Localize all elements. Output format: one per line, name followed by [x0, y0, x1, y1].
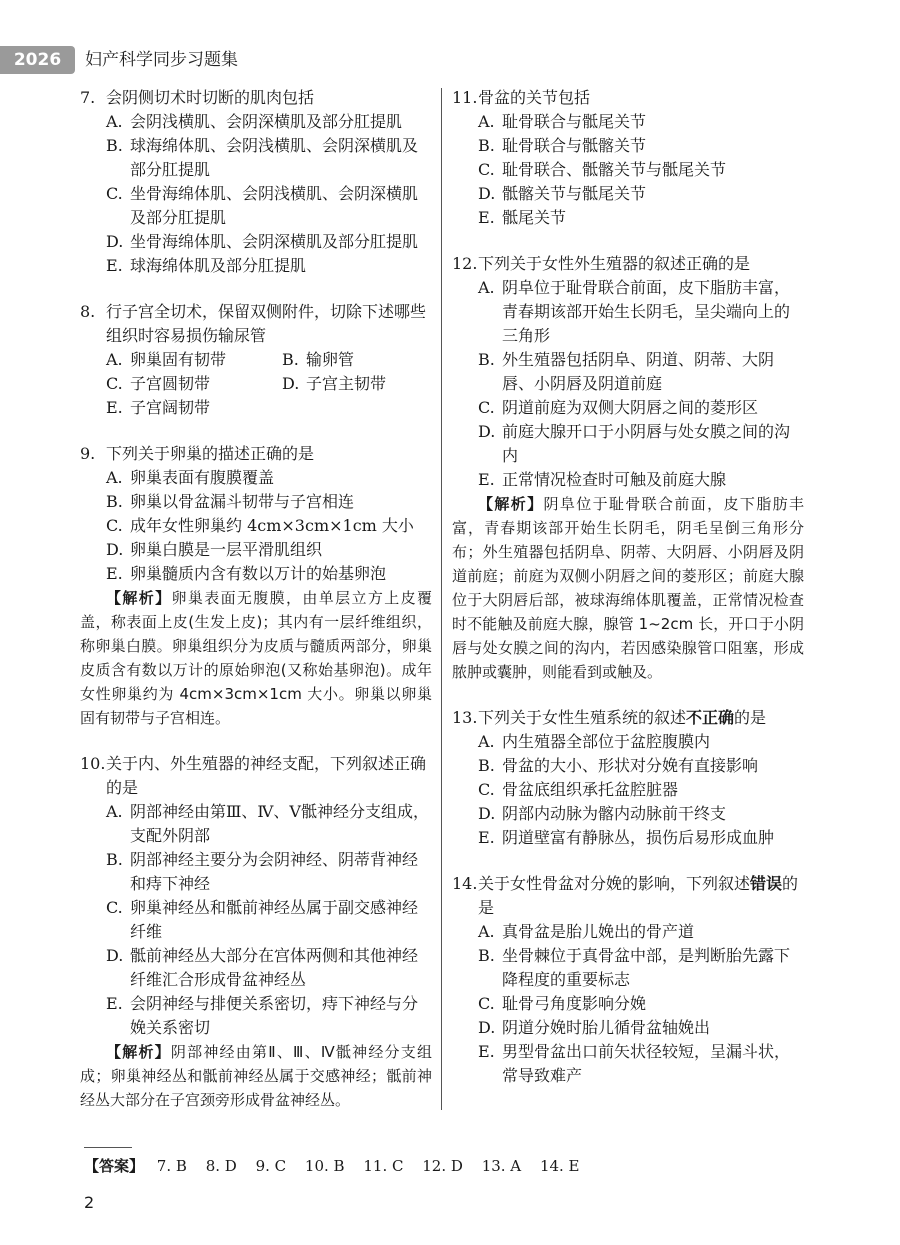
page-header [0, 46, 900, 74]
option-row [80, 348, 432, 372]
option-text: 卵巢髓质内含有数以万计的始基卵泡 [130, 564, 387, 583]
option-letter: D. [478, 184, 496, 203]
question-14 [452, 872, 804, 1088]
option-letter: B. [106, 850, 123, 869]
option-text: 骶尾关节 [502, 208, 567, 227]
option-text: 会阴浅横肌、会阴深横肌及部分肛提肌 [130, 112, 403, 131]
answer-item: 12. D [422, 1157, 463, 1175]
option [452, 802, 804, 826]
option-letter: D. [282, 374, 300, 393]
question-text: 关于女性骨盆对分娩的影响，下列叙述 [478, 874, 751, 893]
option [452, 468, 804, 492]
option-letter: D. [478, 422, 496, 441]
question-text-end: 的是 [478, 874, 799, 917]
answer-item: 14. E [539, 1157, 580, 1175]
right-column [452, 86, 804, 1110]
option-letter: C. [106, 898, 123, 917]
option-letter: A. [478, 112, 495, 131]
answer-item: 10. B [304, 1157, 345, 1175]
option-letter: C. [106, 374, 123, 393]
option-letter: A. [478, 732, 495, 751]
question-number: 12. [452, 254, 478, 273]
option [80, 562, 432, 586]
option-text: 子宫阔韧带 [130, 398, 211, 417]
question-emphasis: 不正确 [686, 708, 735, 727]
answer-item: 9. C [255, 1157, 287, 1175]
option-text: 卵巢以骨盆漏斗韧带与子宫相连 [130, 492, 355, 511]
option [452, 1040, 804, 1088]
question-text: 下列关于卵巢的描述正确的是 [106, 444, 315, 463]
option-text: 男型骨盆出口前矢状径较短，呈漏斗状，常导致难产 [502, 1042, 791, 1085]
page-number: 2 [84, 1193, 95, 1212]
option-text: 阴部神经主要分为会阴神经、阴蒂背神经和痔下神经 [130, 850, 419, 893]
option [80, 514, 432, 538]
question-emphasis: 错误 [750, 874, 783, 893]
option-text: 耻骨弓角度影响分娩 [502, 994, 647, 1013]
option-letter: A. [106, 350, 123, 369]
option [452, 1016, 804, 1040]
option-letter: E. [106, 564, 123, 583]
analysis-label: 【解析】 [478, 495, 544, 513]
question-stem [80, 86, 432, 110]
question-stem [80, 442, 432, 466]
year-badge: 2026 [0, 46, 75, 74]
answer-key [84, 1156, 594, 1176]
option-text: 子宫圆韧带 [130, 374, 211, 393]
question-8 [80, 300, 432, 420]
answer-rule [84, 1147, 132, 1148]
option-letter: D. [106, 540, 124, 559]
option-text: 坐骨棘位于真骨盆中部，是判断胎先露下降程度的重要标志 [502, 946, 791, 989]
question-10 [80, 752, 432, 1112]
answer-item: 7. B [156, 1157, 187, 1175]
option-letter: A. [478, 278, 495, 297]
option [452, 110, 804, 134]
question-text: 关于内、外生殖器的神经支配，下列叙述正确的是 [106, 754, 427, 797]
question-text: 骨盆的关节包括 [478, 88, 591, 107]
left-column [80, 86, 432, 1134]
question-number: 9. [80, 444, 96, 463]
option-letter: B. [478, 756, 495, 775]
option [452, 944, 804, 992]
question-12 [452, 252, 804, 684]
book-title: 妇产科学同步习题集 [85, 50, 238, 70]
option [452, 206, 804, 230]
option-text: 骨盆底组织承托盆腔脏器 [502, 780, 679, 799]
option-text: 卵巢表面有腹膜覆盖 [130, 468, 275, 487]
option-letter: A. [106, 468, 123, 487]
option-text: 球海绵体肌、会阴浅横肌、会阴深横肌及部分肛提肌 [130, 136, 419, 179]
option [80, 538, 432, 562]
option [80, 466, 432, 490]
option-text: 子宫主韧带 [306, 374, 387, 393]
option [80, 134, 432, 182]
question-stem [80, 752, 432, 800]
option-letter: B. [106, 136, 123, 155]
option-letter: B. [478, 350, 495, 369]
option-text: 坐骨海绵体肌、会阴浅横肌、会阴深横肌及部分肛提肌 [130, 184, 419, 227]
option-text: 耻骨联合与骶尾关节 [502, 112, 647, 131]
option-letter: D. [478, 804, 496, 823]
option-letter: E. [478, 828, 495, 847]
answer-label: 【答案】 [84, 1157, 145, 1175]
question-number: 7. [80, 88, 96, 107]
question-number: 10. [80, 754, 106, 773]
option [80, 230, 432, 254]
question-text-end: 的是 [734, 708, 767, 727]
analysis-label: 【解析】 [106, 1043, 171, 1061]
column-divider [441, 88, 442, 1110]
option-text: 前庭大腺开口于小阴唇与处女膜之间的沟内 [502, 422, 791, 465]
option [452, 134, 804, 158]
analysis-label: 【解析】 [106, 589, 172, 607]
question-number: 8. [80, 302, 96, 321]
option-letter: E. [478, 208, 495, 227]
analysis-text: 卵巢表面无腹膜，由单层立方上皮覆盖，称表面上皮(生发上皮)；其内有一层纤维组织，称卵巢白膜。卵巢组织分为皮质与髓质两部分，卵巢皮质含有数以万计的原始卵泡(又称始基卵泡)。成年女性卵巢约为 4cm×3cm×1cm 大小。卵巢以卵巢固有韧带与子宫相连。 [80, 589, 432, 727]
option [80, 396, 432, 420]
option-text: 成年女性卵巢约 4cm×3cm×1cm 大小 [130, 516, 414, 535]
option-text: 耻骨联合、骶髂关节与骶尾关节 [502, 160, 727, 179]
option-letter: C. [106, 516, 123, 535]
analysis-text: 阴部神经由第Ⅱ、Ⅲ、Ⅳ骶神经分支组成；卵巢神经丛和骶前神经丛属于交感神经；骶前神经丛大部分在子宫颈旁形成骨盆神经丛。 [80, 1043, 432, 1109]
option-letter: E. [478, 1042, 495, 1061]
option [452, 396, 804, 420]
analysis [80, 1040, 432, 1112]
option [256, 348, 432, 372]
option-text: 卵巢白膜是一层平滑肌组织 [130, 540, 323, 559]
option-text: 阴道壁富有静脉丛，损伤后易形成血肿 [502, 828, 775, 847]
option-text: 球海绵体肌及部分肛提肌 [130, 256, 307, 275]
option [452, 730, 804, 754]
question-stem [452, 872, 804, 920]
question-13 [452, 706, 804, 850]
question-text: 行子宫全切术，保留双侧附件，切除下述哪些组织时容易损伤输尿管 [106, 302, 427, 345]
option-text: 真骨盆是胎儿娩出的骨产道 [502, 922, 695, 941]
question-text: 会阴侧切术时切断的肌肉包括 [106, 88, 315, 107]
option-letter: A. [106, 112, 123, 131]
option [452, 182, 804, 206]
option-letter: D. [106, 232, 124, 251]
analysis [80, 586, 432, 730]
option [256, 372, 432, 396]
question-number: 14. [452, 874, 478, 893]
option [80, 110, 432, 134]
option [80, 372, 256, 396]
option [452, 348, 804, 396]
option-text: 阴道分娩时胎儿循骨盆轴娩出 [502, 1018, 711, 1037]
question-text: 下列关于女性生殖系统的叙述 [478, 708, 687, 727]
option-text: 外生殖器包括阴阜、阴道、阴蒂、大阴唇、小阴唇及阴道前庭 [502, 350, 775, 393]
question-stem [452, 706, 804, 730]
option [80, 848, 432, 896]
option [452, 158, 804, 182]
option [452, 826, 804, 850]
option-letter: D. [478, 1018, 496, 1037]
option-letter: D. [106, 946, 124, 965]
question-text: 下列关于女性外生殖器的叙述正确的是 [478, 254, 751, 273]
option [452, 276, 804, 348]
option-letter: C. [478, 780, 495, 799]
option-letter: C. [478, 398, 495, 417]
option-row [80, 372, 432, 396]
option-text: 骶髂关节与骶尾关节 [502, 184, 647, 203]
option-text: 阴阜位于耻骨联合前面，皮下脂肪丰富，青春期该部开始生长阴毛，呈尖端向上的三角形 [502, 278, 791, 345]
analysis [452, 492, 804, 684]
option-text: 卵巢固有韧带 [130, 350, 227, 369]
option [452, 778, 804, 802]
option [452, 754, 804, 778]
question-stem [452, 86, 804, 110]
option-text: 阴部神经由第Ⅲ、Ⅳ、Ⅴ骶神经分支组成，支配外阴部 [130, 802, 429, 845]
option-text: 骶前神经丛大部分在宫体两侧和其他神经纤维汇合形成骨盆神经丛 [130, 946, 419, 989]
answer-item: 8. D [205, 1157, 237, 1175]
question-9 [80, 442, 432, 730]
option [80, 182, 432, 230]
option [80, 800, 432, 848]
question-11 [452, 86, 804, 230]
question-7 [80, 86, 432, 278]
question-number: 11. [452, 88, 478, 107]
answer-item: 11. C [363, 1157, 404, 1175]
option [452, 920, 804, 944]
option-letter: C. [106, 184, 123, 203]
question-stem [452, 252, 804, 276]
option-letter: E. [106, 994, 123, 1013]
option [80, 992, 432, 1040]
option-letter: B. [478, 136, 495, 155]
option-text: 阴部内动脉为髂内动脉前干终支 [502, 804, 727, 823]
option-letter: E. [478, 470, 495, 489]
option [452, 992, 804, 1016]
option-text: 正常情况检查时可触及前庭大腺 [502, 470, 727, 489]
option-text: 卵巢神经丛和骶前神经丛属于副交感神经纤维 [130, 898, 419, 941]
option-letter: B. [478, 946, 495, 965]
question-number: 13. [452, 708, 478, 727]
option [80, 490, 432, 514]
option-letter: B. [282, 350, 299, 369]
option-letter: E. [106, 256, 123, 275]
option-text: 会阴神经与排便关系密切，痔下神经与分娩关系密切 [130, 994, 419, 1037]
option [80, 896, 432, 944]
option-letter: A. [106, 802, 123, 821]
option-letter: B. [106, 492, 123, 511]
option [80, 254, 432, 278]
option [80, 348, 256, 372]
option-text: 坐骨海绵体肌、会阴深横肌及部分肛提肌 [130, 232, 419, 251]
question-stem [80, 300, 432, 348]
analysis-text: 阴阜位于耻骨联合前面，皮下脂肪丰富，青春期该部开始生长阴毛，阴毛呈倒三角形分布；外生殖器包括阴阜、阴蒂、大阴唇、小阴唇及阴道前庭；前庭为双侧小阴唇之间的菱形区；前庭大腺位于大阴唇后部，被球海绵体肌覆盖，正常情况检查时不能触及前庭大腺，腺管 1~2cm 长，开口于小阴唇与处女膜之间的沟内，若因感染腺管口阻塞，形成脓肿或囊肿，则能看到或触及。 [452, 495, 804, 681]
option-letter: A. [478, 922, 495, 941]
option-letter: C. [478, 994, 495, 1013]
option-text: 输卵管 [306, 350, 355, 369]
option-text: 阴道前庭为双侧大阴唇之间的菱形区 [502, 398, 759, 417]
option-text: 内生殖器全部位于盆腔腹膜内 [502, 732, 711, 751]
option-letter: E. [106, 398, 123, 417]
option-letter: C. [478, 160, 495, 179]
answer-item: 13. A [481, 1157, 522, 1175]
option [80, 944, 432, 992]
option [452, 420, 804, 468]
option-text: 骨盆的大小、形状对分娩有直接影响 [502, 756, 759, 775]
option-text: 耻骨联合与骶髂关节 [502, 136, 647, 155]
